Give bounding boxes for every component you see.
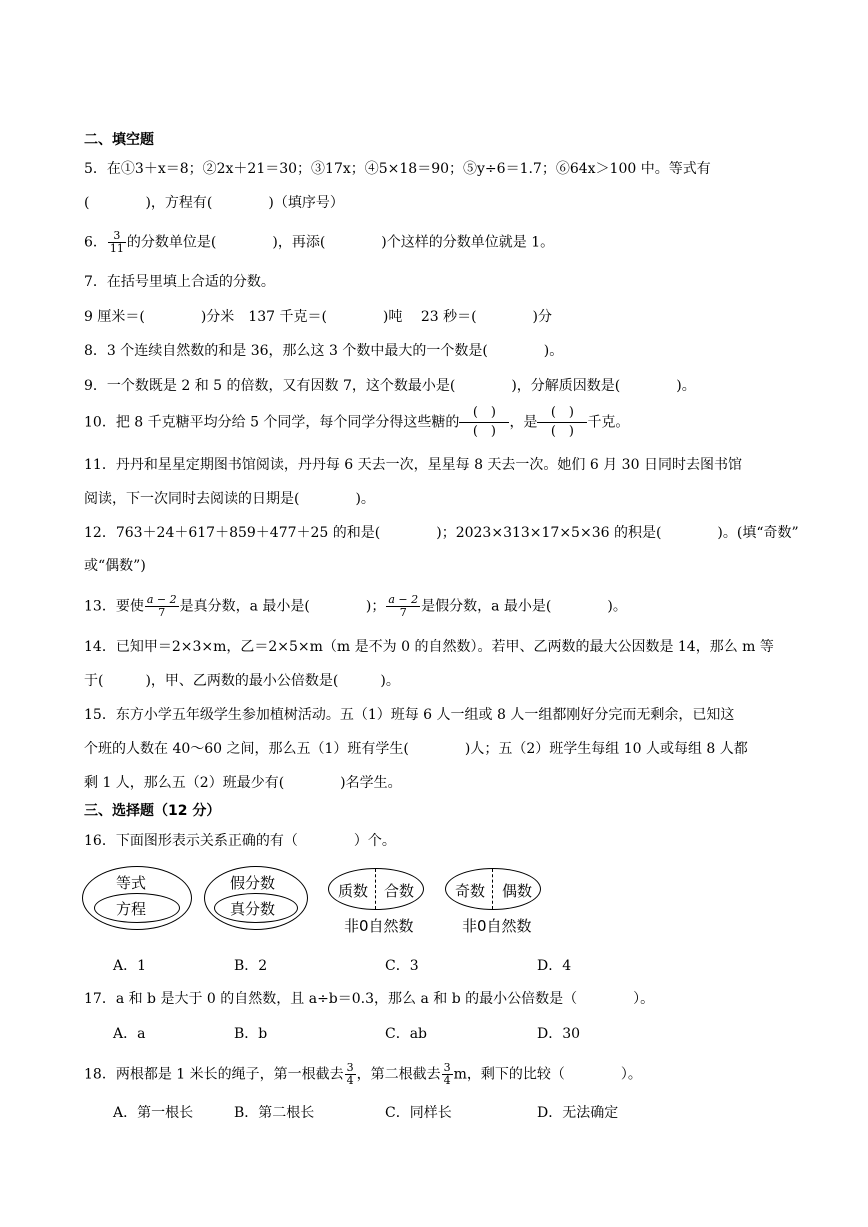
label-equation: 方程 (116, 900, 147, 918)
label-prime: 质数 (338, 882, 369, 900)
option-a[interactable]: A．a (113, 1026, 146, 1042)
section-three-title: 三、选择题（12 分） (84, 803, 221, 819)
question-7-line-1: 7．在括号里填上合适的分数。 (84, 274, 275, 290)
label-even: 偶数 (502, 882, 533, 900)
question-15-line-1: 15．东方小学五年级学生参加植树活动。五（1）班每 6 人一组或 8 人一组都刚好分完而无剩余，已知这 (84, 707, 735, 723)
question-18 (84, 1062, 642, 1087)
question-10-text-b: ，是 (509, 414, 538, 431)
fraction-3-11: $\frac{3}{11}$ (109, 229, 124, 255)
question-13-text-b: 是真分数，a 最小是( )； (179, 598, 386, 615)
label-proper-fraction: 真分数 (230, 900, 276, 918)
option-c[interactable]: C．ab (385, 1026, 428, 1042)
label-equality: 等式 (116, 874, 147, 892)
question-11-line-1: 11．丹丹和星星定期图书馆阅读，丹丹每 6 天去一次，星星每 8 天去一次。她们 6 月 30 日同时去图书馆 (84, 457, 742, 473)
option-a[interactable]: A．第一根长 (113, 1105, 194, 1121)
section-two-title: 二、填空题 (84, 132, 154, 148)
question-8: 8．3 个连续自然数的和是 36，那么这 3 个数中最大的一个数是( )。 (84, 343, 564, 359)
question-18-text-b: ，第二根截去 (356, 1066, 441, 1083)
option-d[interactable]: D．无法确定 (537, 1105, 619, 1121)
question-16-stem: 16．下面图形表示关系正确的有（ ）个。 (84, 833, 396, 849)
question-14-line-2: 于( )，甲、乙两数的最小公倍数是( )。 (84, 673, 400, 689)
fraction-a-minus-2-over-7-first: $\frac{a - 2}{7}$ (146, 593, 177, 619)
fraction-blank-2: $\frac{( )}{( )}$ (537, 404, 587, 441)
fraction-a-minus-2-over-7-second: $\frac{a - 2}{7}$ (388, 593, 419, 619)
option-a[interactable]: A．1 (113, 958, 147, 974)
option-c[interactable]: C．3 (385, 958, 419, 974)
question-10 (84, 404, 629, 441)
dashed-divider (375, 869, 376, 909)
question-10-text-a: 10．把 8 千克糖平均分给 5 个同学，每个同学分得这些糖的 (84, 414, 460, 431)
question-13-text-c: 是假分数，a 最小是( )。 (421, 598, 627, 615)
fraction-3-4-second: $\frac{3}{4}$ (443, 1061, 451, 1087)
option-b[interactable]: B．第二根长 (234, 1105, 315, 1121)
question-11-line-2: 阅读，下一次同时去阅读的日期是( )。 (84, 491, 375, 507)
question-12-line-2: 或“偶数”) (84, 558, 146, 574)
question-12-line-1: 12．763＋24＋617＋859＋477＋25 的和是( )；2023×313×17×5×36 的积是( )。(填“奇数” (84, 525, 799, 541)
label-improper-fraction: 假分数 (230, 874, 276, 892)
question-18-text-c: m，剩下的比较（ ）。 (453, 1066, 642, 1083)
option-b[interactable]: B．b (234, 1026, 268, 1042)
option-c[interactable]: C．同样长 (385, 1105, 452, 1121)
question-9: 9．一个数既是 2 和 5 的倍数，又有因数 7，这个数最小是( )，分解质因数是( )。 (84, 378, 696, 394)
question-15-line-3: 剩 1 人，那么五（2）班最少有( )名学生。 (84, 775, 402, 791)
question-18-text-a: 18．两根都是 1 米长的绳子，第一根截去 (84, 1066, 344, 1083)
question-5-line-2: ( )，方程有( )（填序号） (84, 195, 344, 211)
question-10-text-c: 千克。 (587, 414, 630, 431)
question-5-line-1: 5．在①3＋x＝8；②2x＋21＝30；③17x；④5×18＝90；⑤y÷6＝1.7；⑥64x＞100 中。等式有 (84, 161, 711, 177)
caption-nonzero-natural: 非0自然数 (462, 917, 532, 935)
fraction-blank-1: $\frac{( )}{( )}$ (459, 404, 509, 441)
question-13 (84, 594, 627, 619)
option-d[interactable]: D．4 (537, 958, 572, 974)
question-7-line-2: 9 厘米＝( )分米 137 千克＝( )吨 23 秒＝( )分 (84, 309, 553, 325)
label-composite: 合数 (384, 882, 415, 900)
question-17-stem: 17．a 和 b 是大于 0 的自然数，且 a÷b＝0.3，那么 a 和 b 的最小公倍数是（ ）。 (84, 991, 655, 1007)
dashed-divider (492, 869, 493, 909)
label-odd: 奇数 (455, 882, 486, 900)
question-13-text-a: 13．要使 (84, 598, 144, 615)
question-15-line-2: 个班的人数在 40～60 之间，那么五（1）班有学生( )人；五（2）班学生每组 10 人或每组 8 人都 (84, 741, 748, 757)
option-d[interactable]: D．30 (537, 1026, 581, 1042)
question-6 (84, 230, 554, 255)
fraction-3-4-first: $\frac{3}{4}$ (346, 1061, 354, 1087)
question-6-text: 的分数单位是( )，再添( )个这样的分数单位就是 1。 (126, 234, 555, 251)
caption-nonzero-natural: 非0自然数 (344, 917, 414, 935)
question-6-number: 6． (84, 234, 107, 251)
option-b[interactable]: B．2 (234, 958, 268, 974)
question-14-line-1: 14．已知甲＝2×3×m，乙＝2×5×m（m 是不为 0 的自然数）。若甲、乙两数的最大公因数是 14，那么 m 等 (84, 639, 774, 655)
